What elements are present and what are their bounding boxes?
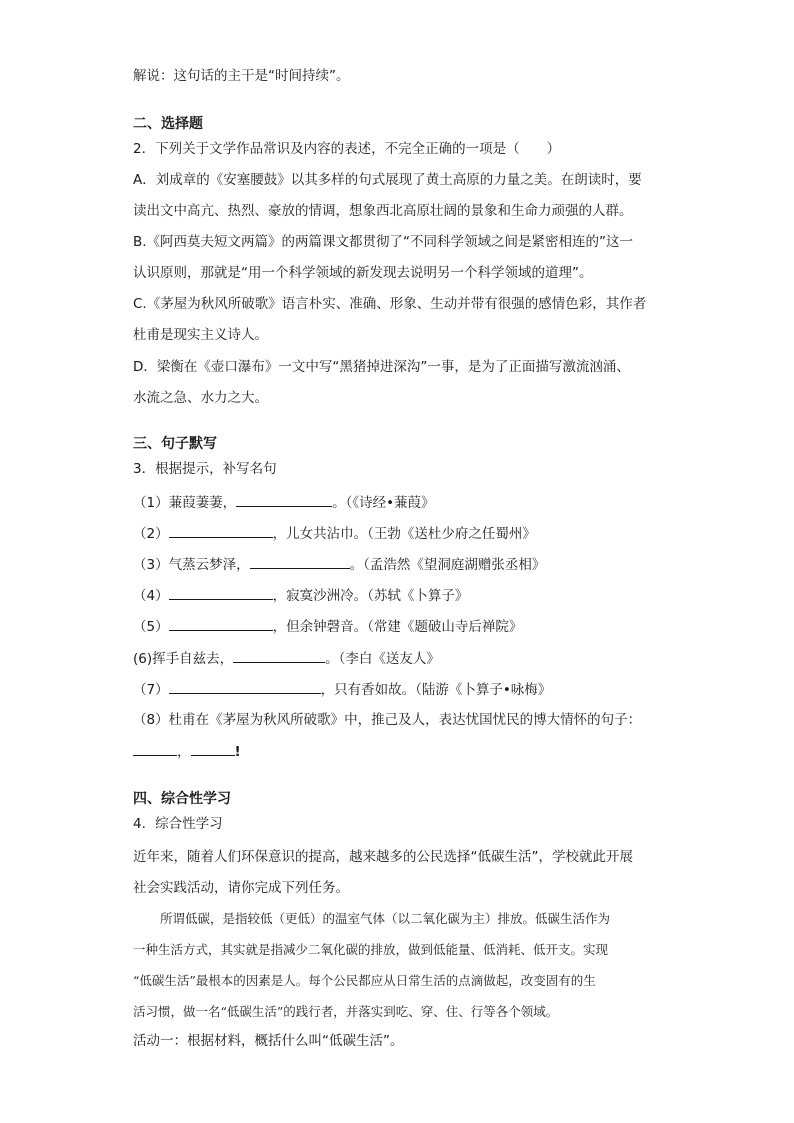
- material-line-3: “低碳生活”最根本的因素是人。每个公民都应从日常生活的点滴做起，改变固有的生: [133, 973, 596, 988]
- option-a-line-2: 读出文中高亢、热烈、豪放的情调，想象西北高原壮阔的景象和生命力顽强的人群。: [133, 203, 633, 219]
- dictation-item-6: [133, 648, 440, 669]
- activity-1: 活动一：根据材料，概括什么叫“低碳生活”。: [133, 1033, 404, 1049]
- item-suffix: 。（李白《送友人》: [325, 651, 440, 667]
- question-3: 3．根据提示，补写名句: [133, 461, 277, 477]
- answer-blank[interactable]: [191, 741, 235, 756]
- item-suffix: ，儿女共沾巾。（王勃《送杜少府之任蜀州》: [272, 526, 536, 542]
- answer-blank[interactable]: [233, 648, 325, 663]
- item-number: （3）: [133, 557, 169, 573]
- dictation-item-3: [133, 554, 545, 575]
- option-c-line-2: 杜甫是现实主义诗人。: [133, 327, 268, 343]
- option-d-line-2: 水流之急、水力之大。: [133, 390, 268, 406]
- answer-blank[interactable]: [169, 585, 273, 600]
- answer-blank[interactable]: [250, 554, 350, 569]
- dictation-item-4: [133, 585, 468, 606]
- item-suffix: ，但余钟磬音。（常建《题破山寺后禅院》: [272, 619, 523, 635]
- item-number: （1）: [133, 495, 169, 511]
- item-suffix: 。（《诗经•蒹葭》: [332, 495, 435, 511]
- exclamation-mark: !: [234, 744, 241, 760]
- material-line-4: 活习惯，做一名“低碳生活”的践行者，并落实到吃、穿、住、行等各个领域。: [133, 1004, 559, 1019]
- item-number: (6): [133, 651, 153, 667]
- item-suffix: ，寂寞沙洲冷。（苏轼《卜算子》: [272, 588, 469, 604]
- section-heading-dictation: 三、句子默写: [133, 436, 217, 452]
- option-b-line-2: 认识原则，那就是“用一个科学领域的新发现去说明另一个科学领域的道理”。: [133, 265, 593, 281]
- item-number: （5）: [133, 619, 169, 635]
- item-number: （4）: [133, 588, 169, 604]
- dictation-item-1: [133, 492, 435, 513]
- item-prefix: 挥手自兹去，: [152, 651, 234, 667]
- material-line-1: 所谓低碳，是指较低（更低）的温室气体（以二氧化碳为主）排放。低碳生活作为: [160, 911, 611, 926]
- option-c-line-1: C.《茅屋为秋风所破歌》语言朴实、准确、形象、生动并带有很强的感情色彩，其作者: [133, 296, 647, 312]
- intro-line-1: 近年来，随着人们环保意识的提高，越来越多的公民选择“低碳生活”，学校就此开展: [133, 849, 633, 865]
- answer-blank[interactable]: [169, 616, 273, 631]
- answer-blank[interactable]: [169, 523, 273, 538]
- option-b-line-1: B.《阿西莫夫短文两篇》的两篇课文都贯彻了“不同科学领域之间是紧密相连的”这一: [133, 234, 634, 250]
- question-2: 2．下列关于文学作品常识及内容的表述，不完全正确的一项是（ ）: [133, 141, 561, 157]
- dictation-item-8: （8）杜甫在《茅屋为秋风所破歌》中，推己及人，表达忧国忧民的博大情怀的句子：: [133, 712, 642, 728]
- option-d-line-1: D．梁衡在《壶口瀑布》一文中写“黑猪掉进深沟”一事，是为了正面描写激流汹涌、: [133, 359, 630, 375]
- item-prefix: 气蒸云梦泽，: [168, 557, 250, 573]
- intro-line-2: 社会实践活动，请你完成下列任务。: [133, 880, 349, 896]
- answer-blank[interactable]: [236, 492, 332, 507]
- item-suffix: ，只有香如故。（陆游《卜算子•咏梅》: [320, 682, 552, 698]
- answer-blank[interactable]: [133, 741, 177, 756]
- dictation-item-5: [133, 616, 522, 637]
- comma: ，: [177, 744, 191, 760]
- item-suffix: 。（孟浩然《望洞庭湖赠张丞相》: [349, 557, 546, 573]
- section-heading-comprehensive: 四、综合性学习: [133, 791, 231, 807]
- item-number: （7）: [133, 682, 169, 698]
- option-a-line-1: A．刘成章的《安塞腰鼓》以其多样的句式展现了黄土高原的力量之美。在朗读时，要: [133, 172, 642, 188]
- answer-blank[interactable]: [169, 679, 321, 694]
- item-number: （2）: [133, 526, 169, 542]
- dictation-item-2: [133, 523, 536, 544]
- material-line-2: 一种生活方式，其实就是指减少二氧化碳的排放，做到低能量、低消耗、低开支。实现: [133, 942, 609, 957]
- dictation-item-8-answer: [133, 741, 241, 762]
- dictation-item-7: [133, 679, 551, 700]
- item-prefix: 蒹葭萋萋，: [168, 495, 237, 511]
- section-heading-choice: 二、选择题: [133, 116, 203, 132]
- question-4: 4．综合性学习: [133, 816, 223, 832]
- explanation-text: 解说：这句话的主干是“时间持续”。: [133, 68, 350, 84]
